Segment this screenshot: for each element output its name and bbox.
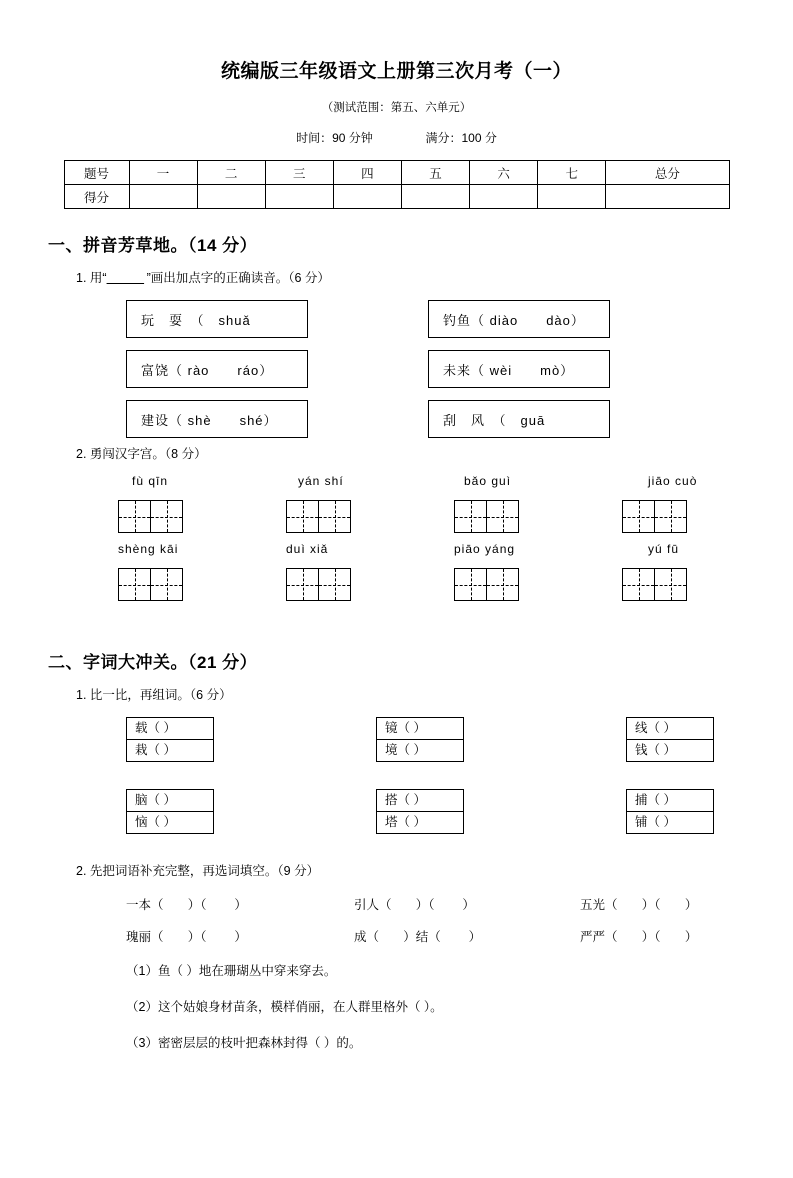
sentence-2[interactable]: （3）密密层层的枝叶把森林封得（ ）的。	[126, 1036, 362, 1050]
compare-box-5[interactable]	[626, 789, 714, 834]
word-fill-0-2[interactable]: 五光（ ）（ ）	[580, 898, 698, 912]
full-score-label: 满分：100 分	[425, 131, 497, 145]
page-inner	[48, 56, 745, 1051]
word-fill-row-1	[88, 927, 745, 943]
compare-bottom-4[interactable]: 塔（ ）	[385, 815, 426, 829]
word-fill-1-0[interactable]: 瑰丽（ ）（ ）	[126, 930, 247, 944]
score-cell-5[interactable]	[470, 185, 538, 209]
tianzi-grid-5[interactable]	[286, 568, 351, 601]
tianzi-cell[interactable]	[622, 500, 655, 533]
section-2-heading: 二、字词大冲关。（21 分）	[48, 653, 258, 672]
word-fill-1-1[interactable]: 成（ ）结（ ）	[354, 930, 482, 944]
word-fill-0-0[interactable]: 一本（ ）（ ）	[126, 898, 247, 912]
compare-box-4[interactable]	[376, 789, 464, 834]
hanzi-grid-group	[48, 468, 745, 638]
tianzi-cell[interactable]	[318, 568, 351, 601]
score-cell-1[interactable]	[197, 185, 265, 209]
score-table-rowlabel-1: 得分	[64, 185, 129, 209]
choice-box-4[interactable]: 建设（ shè shé）	[126, 400, 308, 438]
score-table-col-0: 一	[129, 161, 197, 185]
pinyin-label-2: bǎo guì	[464, 474, 512, 488]
tianzi-grid-4[interactable]	[118, 568, 183, 601]
tianzi-grid-7[interactable]	[622, 568, 687, 601]
tianzi-cell[interactable]	[654, 568, 687, 601]
compare-box-1[interactable]	[376, 717, 464, 762]
choice-box-5[interactable]: 刮 风 （ guā	[428, 400, 610, 438]
score-table-col-3: 四	[333, 161, 401, 185]
compare-top-3[interactable]: 脑（ ）	[127, 790, 213, 812]
compare-top-2[interactable]: 线（ ）	[627, 718, 713, 740]
tianzi-grid-6[interactable]	[454, 568, 519, 601]
tianzi-grid-2[interactable]	[454, 500, 519, 533]
score-table-col-7: 总分	[606, 161, 729, 185]
pinyin-choice-group	[48, 296, 745, 444]
tianzi-cell[interactable]	[654, 500, 687, 533]
score-table-col-6: 七	[538, 161, 606, 185]
tianzi-grid-0[interactable]	[118, 500, 183, 533]
compare-bottom-0[interactable]: 栽（ ）	[135, 743, 176, 757]
tianzi-cell[interactable]	[150, 568, 183, 601]
sentence-0[interactable]: （1）鱼（ ）地在珊瑚丛中穿来穿去。	[126, 964, 337, 978]
tianzi-grid-3[interactable]	[622, 500, 687, 533]
pinyin-label-0: fù qīn	[132, 474, 169, 488]
exam-page	[0, 56, 793, 1178]
pinyin-label-3: jiāo cuò	[648, 474, 698, 488]
tianzi-cell[interactable]	[622, 568, 655, 601]
choice-box-1[interactable]: 钓鱼（ diào dào）	[428, 300, 610, 338]
question-1-2-label: 2. 勇闯汉字宫。（8 分）	[76, 447, 207, 461]
tianzi-grid-1[interactable]	[286, 500, 351, 533]
tianzi-cell[interactable]	[486, 568, 519, 601]
q11-suffix: ”画出加点字的正确读音。（6 分）	[146, 271, 330, 285]
compare-top-5[interactable]: 捕（ ）	[627, 790, 713, 812]
time-score-line	[48, 129, 745, 146]
compare-box-3[interactable]	[126, 789, 214, 834]
score-table-col-4: 五	[402, 161, 470, 185]
choice-box-3[interactable]: 未来（ wèi mò）	[428, 350, 610, 388]
time-label: 时间：90 分钟	[296, 131, 373, 145]
tianzi-cell[interactable]	[118, 500, 151, 533]
compare-top-1[interactable]: 镜（ ）	[377, 718, 463, 740]
compare-top-0[interactable]: 载（ ）	[127, 718, 213, 740]
compare-bottom-2[interactable]: 钱（ ）	[635, 743, 676, 757]
compare-bottom-1[interactable]: 境（ ）	[385, 743, 426, 757]
score-cell-2[interactable]	[265, 185, 333, 209]
q11-prefix: 1. 用“	[76, 271, 107, 285]
score-table-rowlabel-0: 题号	[64, 161, 129, 185]
q11-underline	[107, 268, 147, 286]
tianzi-cell[interactable]	[454, 568, 487, 601]
tianzi-cell[interactable]	[486, 500, 519, 533]
tianzi-cell[interactable]	[286, 500, 319, 533]
tianzi-cell[interactable]	[118, 568, 151, 601]
pinyin-label-5: duì xiǎ	[286, 542, 329, 556]
table-row	[64, 185, 729, 209]
pinyin-label-1: yán shí	[298, 474, 344, 488]
word-fill-0-1[interactable]: 引人（ ）（ ）	[354, 898, 475, 912]
page-subtitle: （测试范围：第五、六单元）	[321, 102, 472, 114]
compare-word-group	[48, 711, 745, 861]
score-cell-7[interactable]	[606, 185, 729, 209]
score-cell-0[interactable]	[129, 185, 197, 209]
question-1-1-label	[76, 268, 745, 286]
table-row	[64, 161, 729, 185]
score-table-col-1: 二	[197, 161, 265, 185]
pinyin-label-4: shèng kāi	[118, 542, 179, 556]
score-table-col-2: 三	[265, 161, 333, 185]
pinyin-label-7: yú fū	[648, 542, 680, 556]
compare-box-0[interactable]	[126, 717, 214, 762]
score-table-col-5: 六	[470, 161, 538, 185]
tianzi-cell[interactable]	[150, 500, 183, 533]
question-2-1-label: 1. 比一比，再组词。（6 分）	[76, 688, 232, 702]
compare-bottom-5[interactable]: 铺（ ）	[635, 815, 676, 829]
compare-top-4[interactable]: 搭（ ）	[377, 790, 463, 812]
score-table	[64, 160, 730, 209]
score-cell-6[interactable]	[538, 185, 606, 209]
choice-box-0[interactable]: 玩 耍 （ shuǎ	[126, 300, 308, 338]
word-fill-1-2[interactable]: 严严（ ）（ ）	[580, 930, 698, 944]
word-fill-row-0	[88, 895, 745, 911]
score-cell-3[interactable]	[333, 185, 401, 209]
compare-bottom-3[interactable]: 恼（ ）	[135, 815, 176, 829]
choice-box-2[interactable]: 富饶（ rào ráo）	[126, 350, 308, 388]
question-2-2-label: 2. 先把词语补充完整，再选词填空。（9 分）	[76, 864, 320, 878]
compare-box-2[interactable]	[626, 717, 714, 762]
pinyin-label-6: piāo yáng	[454, 542, 516, 556]
tianzi-cell[interactable]	[286, 568, 319, 601]
page-title: 统编版三年级语文上册第三次月考（一）	[220, 61, 572, 82]
tianzi-cell[interactable]	[454, 500, 487, 533]
sentence-1[interactable]: （2）这个姑娘身材苗条，模样俏丽，在人群里格外（ ）。	[126, 1000, 443, 1014]
tianzi-cell[interactable]	[318, 500, 351, 533]
section-1-heading: 一、拼音芳草地。（14 分）	[48, 236, 258, 255]
score-cell-4[interactable]	[402, 185, 470, 209]
